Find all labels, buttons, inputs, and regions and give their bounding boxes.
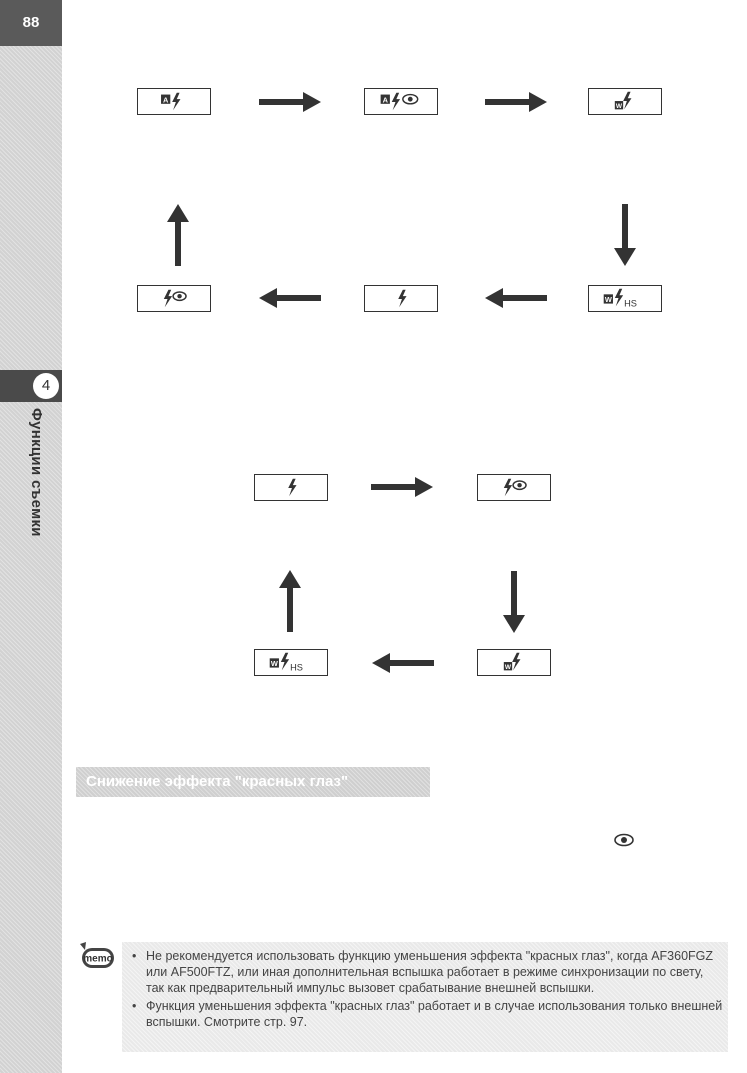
auto-flash-icon bbox=[138, 89, 210, 114]
wireless-flash-hs-icon bbox=[255, 650, 327, 675]
flash-on-icon bbox=[255, 475, 327, 500]
section-heading: Снижение эффекта "красных глаз" bbox=[76, 767, 430, 797]
svg-text:HS: HS bbox=[624, 298, 637, 309]
mode-flash-on-redeye bbox=[477, 474, 551, 501]
arrow-right-icon bbox=[259, 92, 321, 112]
arrow-down-icon bbox=[614, 204, 636, 266]
svg-text:W: W bbox=[604, 295, 612, 305]
mode-flash-on bbox=[254, 474, 328, 501]
arrow-left-icon bbox=[372, 653, 434, 673]
arrow-left-icon bbox=[485, 288, 547, 308]
mode-wireless-flash-hs bbox=[588, 285, 662, 312]
arrow-up-icon bbox=[279, 570, 301, 632]
chapter-title: Функции съемки bbox=[28, 408, 45, 537]
svg-text:A: A bbox=[162, 95, 169, 105]
arrow-right-icon bbox=[371, 477, 433, 497]
arrow-right-icon bbox=[485, 92, 547, 112]
svg-text:HS: HS bbox=[290, 662, 303, 673]
red-eye-icon bbox=[612, 832, 636, 848]
mode-flash-on bbox=[364, 285, 438, 312]
mode-wireless-flash-hs bbox=[254, 649, 328, 676]
memo-item: • Не рекомендуется использовать функцию уменьшения эффекта "красных глаз", когда AF360FGZ или AF500FTZ, или иная дополнительная вспышка работает в режиме синхронизации по свету, так как предварительный импульс вызовет срабатывание внешней вспышки. bbox=[130, 948, 724, 996]
svg-text:W: W bbox=[270, 659, 278, 669]
arrow-left-icon bbox=[259, 288, 321, 308]
svg-text:memo: memo bbox=[83, 953, 113, 965]
mode-wireless-flash bbox=[477, 649, 551, 676]
wireless-flash-hs-icon bbox=[589, 286, 661, 311]
mode-auto-flash-redeye bbox=[364, 88, 438, 115]
arrow-down-icon bbox=[503, 571, 525, 633]
arrow-up-icon bbox=[167, 204, 189, 266]
svg-text:W: W bbox=[615, 102, 623, 110]
page-number: 88 bbox=[0, 0, 62, 46]
svg-text:A: A bbox=[382, 95, 388, 105]
flash-on-icon bbox=[365, 286, 437, 311]
chapter-number: 4 bbox=[33, 373, 59, 399]
mode-wireless-flash bbox=[588, 88, 662, 115]
memo-item: • Функция уменьшения эффекта "красных глаз" работает и в случае использования только внешней вспышки. Смотрите стр. 97. bbox=[130, 998, 724, 1030]
mode-flash-on-redeye bbox=[137, 285, 211, 312]
mode-auto-flash bbox=[137, 88, 211, 115]
memo-list bbox=[130, 948, 724, 1032]
svg-text:W: W bbox=[504, 663, 512, 671]
memo-icon bbox=[76, 940, 118, 972]
flash-on-redeye-icon bbox=[138, 286, 210, 311]
flash-on-redeye-icon bbox=[478, 475, 550, 500]
wireless-flash-icon bbox=[589, 89, 661, 114]
wireless-flash-icon bbox=[478, 650, 550, 675]
auto-flash-redeye-icon bbox=[365, 89, 437, 114]
